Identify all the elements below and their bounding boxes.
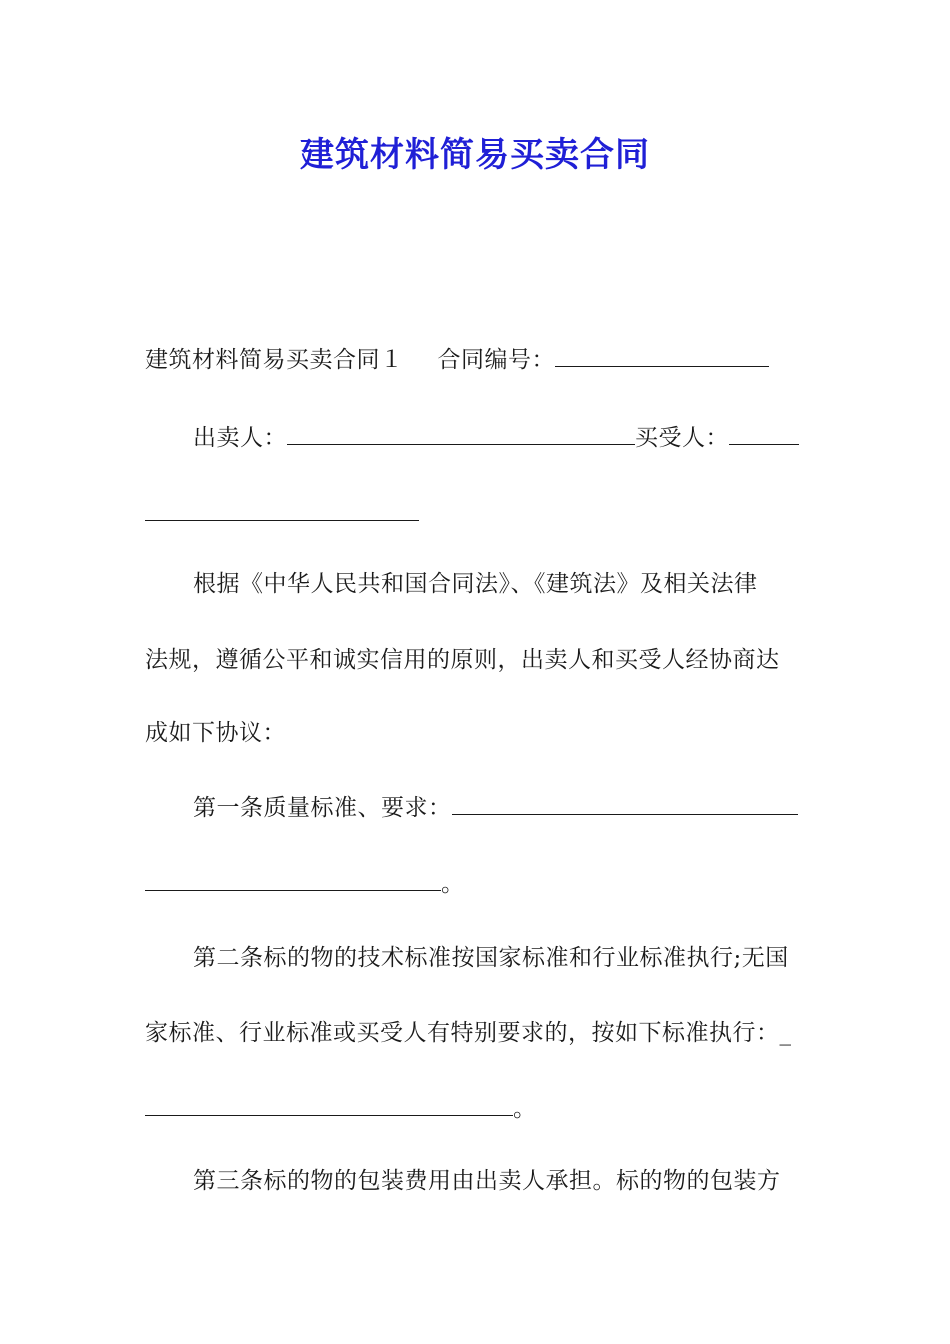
article1-end-mark: 。 — [441, 871, 465, 897]
article1-text: 第一条质量标准、要求： — [193, 795, 452, 821]
seller-label: 出卖人： — [193, 425, 287, 451]
article2-line-2: 家标准、行业标准或买受人有特别要求的，按如下标准执行：_ — [145, 1020, 792, 1046]
contract-heading-label: 建筑材料简易买卖合同１ — [145, 347, 404, 373]
intro-line-2: 法规，遵循公平和诚实信用的原则，出卖人和买受人经协商达 — [145, 647, 780, 673]
article2-line-3 — [145, 1094, 807, 1124]
article1-line-2 — [145, 869, 807, 899]
buyer-blank-part2 — [145, 502, 419, 521]
heading-line — [145, 345, 807, 375]
document-title: 建筑材料简易买卖合同 — [300, 135, 650, 175]
parties-continuation-line — [145, 499, 807, 529]
intro-line-3: 成如下协议： — [145, 720, 286, 746]
seller-blank — [287, 426, 635, 445]
article2-line-1: 第二条标的物的技术标准按国家标准和行业标准执行;无国 — [193, 945, 789, 971]
parties-line — [145, 423, 855, 453]
article3-line-1: 第三条标的物的包装费用由出卖人承担。标的物的包装方 — [193, 1168, 781, 1194]
contract-no-blank — [555, 348, 769, 367]
buyer-blank-part1 — [729, 426, 799, 445]
intro-line-1: 根据《中华人民共和国合同法》、《建筑法》及相关法律 — [193, 571, 758, 597]
article2-end-mark: 。 — [513, 1096, 537, 1122]
article1-blank-part2 — [145, 872, 441, 891]
buyer-label: 买受人： — [635, 425, 729, 451]
contract-no-label: 合同编号： — [437, 347, 555, 373]
article1-line-1 — [145, 793, 855, 823]
article2-blank — [145, 1097, 513, 1116]
article1-blank-part1 — [452, 796, 798, 815]
